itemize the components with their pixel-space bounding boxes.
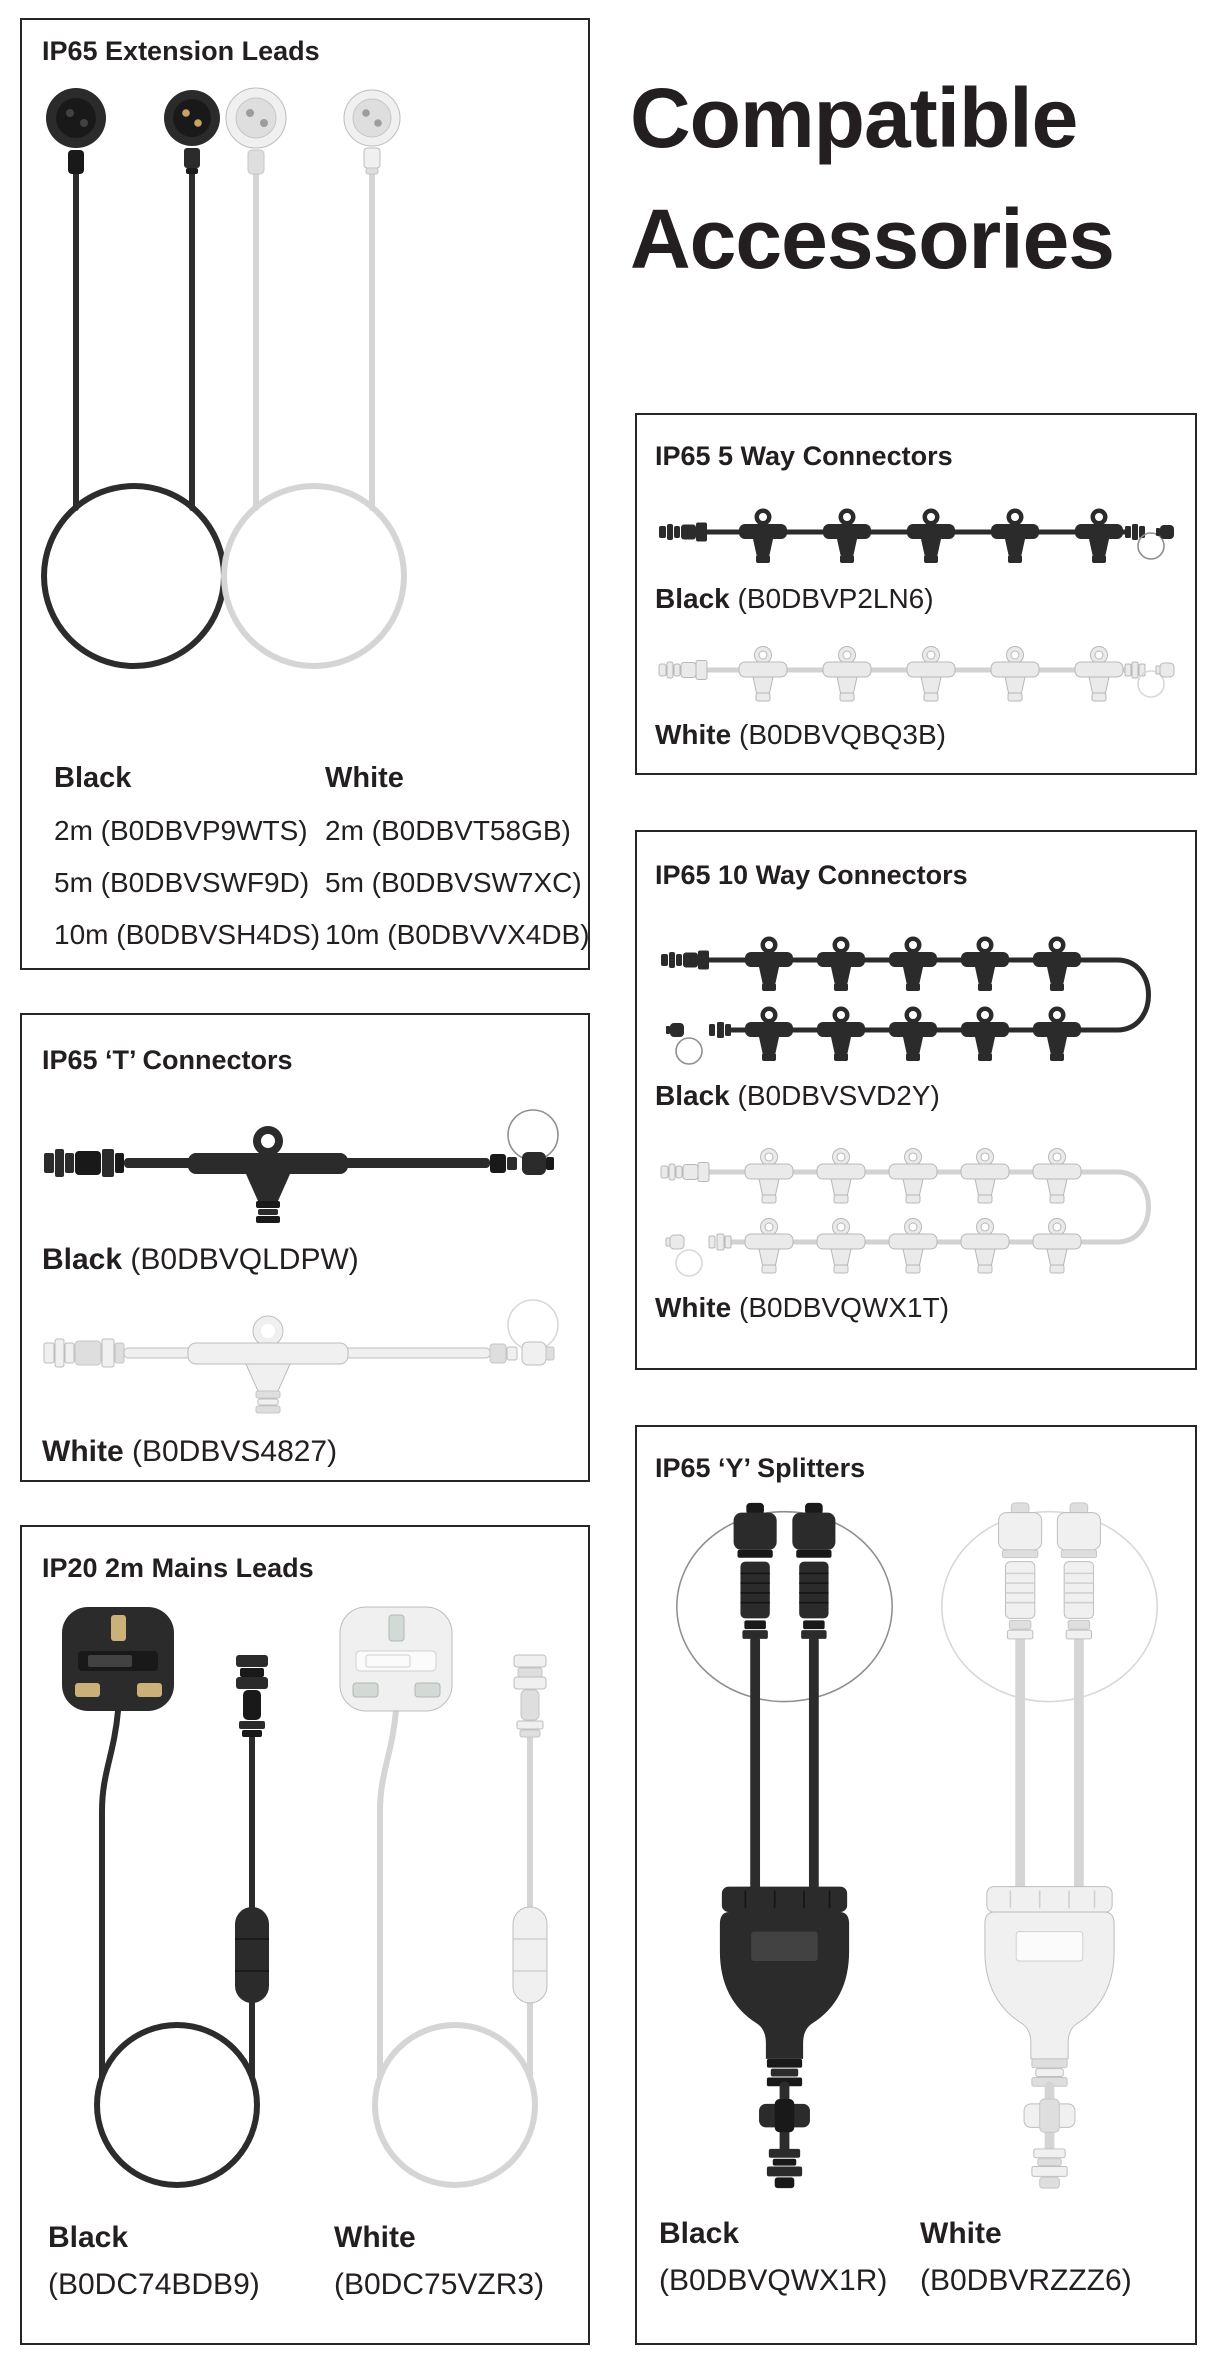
- column-header-white: White: [325, 762, 404, 794]
- size-item: 2m (B0DBVT58GB): [325, 815, 571, 846]
- 10-way-connector-black-image: [651, 920, 1181, 1070]
- variant-code: (B0DBVQWX1R): [659, 2264, 888, 2297]
- section-title: IP65 5 Way Connectors: [655, 441, 953, 471]
- size-item: 5m (B0DBVSW7XC): [325, 867, 582, 898]
- section-title: IP65 10 Way Connectors: [655, 860, 968, 890]
- section-mains-leads: [20, 1525, 590, 2345]
- 5-way-connector-black-image: [651, 499, 1181, 563]
- variant-code: (B0DC74BDB9): [48, 2268, 260, 2301]
- size-item: 5m (B0DBVSWF9D): [54, 867, 310, 898]
- section-title: IP65 Extension Leads: [42, 36, 320, 66]
- section-t-connectors: [20, 1013, 590, 1482]
- mains-white-column: [334, 2221, 544, 2302]
- variant-code: (B0DBVQWX1T): [739, 1292, 950, 1323]
- section-title: IP20 2m Mains Leads: [42, 1553, 314, 1583]
- variant-code: (B0DBVQBQ3B): [739, 719, 946, 750]
- mains-black-column: [48, 2221, 260, 2302]
- page-title-line1: Compatible: [630, 71, 1078, 165]
- variant-line-black: [655, 583, 934, 615]
- mains-lead-black-illustration: [62, 1607, 269, 2185]
- extension-white-column: [325, 762, 590, 951]
- variant-line-black: [655, 1080, 940, 1112]
- t-connector-black-image: [36, 1097, 576, 1227]
- variant-code: (B0DBVQLDPW): [130, 1243, 359, 1276]
- mains-lead-white-illustration: [340, 1607, 547, 2185]
- section-extension-leads: [20, 18, 590, 970]
- 5-way-connector-white-image: [651, 637, 1181, 701]
- variant-label: White: [42, 1435, 124, 1468]
- size-item: 2m (B0DBVP9WTS): [54, 815, 308, 846]
- page-title: [630, 58, 1205, 300]
- t-connector-white-image: [36, 1287, 576, 1417]
- variant-label: White: [334, 2221, 416, 2254]
- section-title: IP65 ‘Y’ Splitters: [655, 1453, 866, 1483]
- variant-code: (B0DBVP2LN6): [737, 583, 934, 614]
- variant-label: White: [920, 2217, 1002, 2250]
- variant-label: Black: [42, 1243, 123, 1276]
- variant-code: (B0DBVRZZZ6): [920, 2264, 1132, 2297]
- variant-line-black: [42, 1243, 359, 1277]
- page-title-line2: Accessories: [630, 191, 1115, 286]
- variant-label: Black: [655, 583, 730, 614]
- size-item: 10m (B0DBVVX4DB): [325, 919, 590, 950]
- variant-label: White: [655, 1292, 732, 1323]
- variant-line-white: [655, 1292, 949, 1324]
- extension-lead-white-illustration: [224, 88, 404, 666]
- extension-lead-black-illustration: [44, 88, 224, 666]
- variant-line-white: [655, 719, 946, 751]
- section-y-splitters: [635, 1425, 1197, 2345]
- y-splitter-white-image: [932, 1497, 1167, 2192]
- variant-code: (B0DC75VZR3): [334, 2268, 545, 2301]
- variant-label: Black: [659, 2217, 740, 2250]
- size-item: 10m (B0DBVSH4DS): [54, 919, 321, 950]
- y-splitter-black-image: [667, 1497, 902, 2192]
- section-5-way-connectors: [635, 413, 1197, 775]
- mains-leads-image: [36, 1599, 576, 2214]
- variant-label: Black: [655, 1080, 730, 1111]
- variant-label: Black: [48, 2221, 129, 2254]
- variant-code: (B0DBVS4827): [132, 1435, 338, 1468]
- variant-label: White: [655, 719, 732, 750]
- variant-code: (B0DBVSVD2Y): [737, 1080, 940, 1111]
- column-header-black: Black: [54, 762, 132, 794]
- variant-line-white: [42, 1435, 337, 1469]
- y-splitter-black-column: [659, 2217, 887, 2298]
- section-title: IP65 ‘T’ Connectors: [42, 1045, 293, 1075]
- extension-leads-image: [34, 78, 414, 708]
- section-10-way-connectors: [635, 830, 1197, 1370]
- 10-way-connector-white-image: [651, 1132, 1181, 1282]
- extension-black-column: [54, 762, 321, 951]
- y-splitter-white-column: [920, 2217, 1132, 2298]
